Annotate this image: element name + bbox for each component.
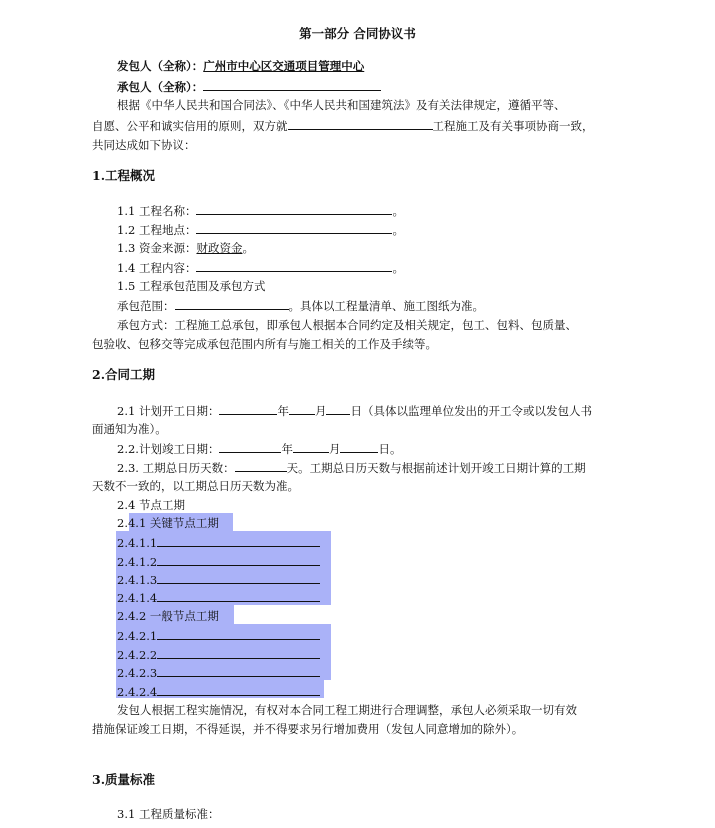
intro-line-2b: 工程施工及有关事项协商一致，	[432, 119, 594, 133]
end-day-label: 日	[378, 442, 390, 456]
start-date-label: 2.1 计划开工日期：	[117, 404, 220, 418]
start-date-line	[117, 402, 592, 419]
contractor-line	[117, 78, 381, 95]
end-day-blank	[340, 440, 378, 453]
milestone-blank	[157, 627, 320, 640]
intro-line-1: 根据《中华人民共和国合同法》、《中华人民共和国建筑法》及有关法律规定，遵循平等、	[117, 98, 566, 112]
duration-line	[117, 459, 586, 476]
milestone-number: 2.4.1.1	[117, 536, 158, 550]
milestone-blank	[157, 534, 320, 547]
milestone-blank	[157, 683, 320, 696]
milestone-item	[117, 646, 320, 663]
end-year-blank	[219, 440, 281, 453]
start-year-label: 年	[277, 404, 289, 418]
milestone-blank	[157, 646, 320, 659]
milestone-item	[117, 627, 320, 644]
start-year-blank	[219, 402, 277, 415]
start-day-blank	[326, 402, 350, 415]
key-heading-prefix: 2.	[117, 516, 128, 530]
scope-line	[117, 297, 484, 314]
milestone-item	[117, 683, 320, 700]
method-line-2: 包验收、包移交等完成承包范围内所有与施工相关的工作及手续等。	[92, 337, 437, 351]
duration-label: 2.3. 工期总日历天数：	[117, 461, 235, 475]
milestone-blank	[157, 664, 320, 677]
milestone-number: 2.4.2.1	[117, 629, 158, 643]
project-name-blank	[288, 117, 433, 130]
funding-value: 财政资金	[196, 241, 243, 255]
milestone-item	[117, 553, 320, 570]
project-name-label: 1.1 工程名称：	[117, 204, 197, 218]
duration-line-2: 天数不一致的，以工期总日历天数为准。	[92, 479, 299, 493]
start-month-blank	[289, 402, 315, 415]
quality-standard-line: 3.1 工程质量标准：	[117, 807, 220, 821]
milestone-blank	[157, 571, 320, 584]
milestone-number: 2.4.2.4	[117, 685, 158, 699]
milestones-heading: 2.4 节点工期	[117, 498, 185, 512]
end-date-period: 。	[389, 442, 402, 456]
milestone-number: 2.4.2.3	[117, 666, 158, 680]
end-date-label: 2.2.计划竣工日期：	[117, 442, 220, 456]
document-title: 第一部分 合同协议书	[299, 26, 416, 41]
milestone-number: 2.4.2.2	[117, 648, 158, 662]
funding-period: 。	[242, 241, 254, 255]
intro-line-2	[92, 117, 594, 134]
project-location-line	[117, 221, 404, 238]
end-date-line	[117, 440, 401, 457]
end-month-label: 月	[328, 442, 341, 456]
employer-line	[117, 58, 364, 74]
project-content-blank	[196, 259, 392, 272]
scope-label: 承包范围：	[117, 299, 175, 313]
employer-name: 广州市中心区交通项目管理中心	[203, 59, 365, 73]
start-date-tail: （具体以监理单位发出的开工令或以发包人书	[361, 404, 592, 418]
intro-line-3: 共同达成如下协议：	[92, 138, 196, 152]
milestone-number: 2.4.1.3	[117, 573, 158, 587]
section-heading-3: 3.质量标准	[92, 772, 156, 787]
scope-blank	[175, 297, 289, 310]
key-heading-rest: 4.1 关键节点工期	[127, 516, 219, 530]
scope-heading: 1.5 工程承包范围及承包方式	[117, 279, 266, 293]
milestone-item	[117, 571, 320, 588]
project-location-label: 1.2 工程地点：	[117, 223, 197, 237]
scope-tail: 。具体以工程量清单、施工图纸为准。	[288, 299, 484, 313]
general-milestones-heading: 2.4.2 一般节点工期	[117, 609, 219, 623]
section-heading-1: 1.工程概况	[92, 168, 156, 183]
employer-label: 发包人（全称）：	[117, 59, 204, 73]
project-content-label: 1.4 工程内容：	[117, 261, 197, 275]
start-day-label: 日	[350, 404, 362, 418]
duration-blank	[235, 459, 287, 472]
end-year-label: 年	[281, 442, 293, 456]
start-month-label: 月	[314, 404, 327, 418]
project-name-line	[117, 202, 404, 219]
milestone-number: 2.4.1.2	[117, 555, 158, 569]
project-name-field-blank	[196, 202, 392, 215]
project-name-period: 。	[392, 204, 404, 218]
milestone-item	[117, 664, 320, 681]
milestone-item	[117, 589, 320, 606]
contractor-name-blank	[203, 78, 381, 91]
project-location-period: 。	[392, 223, 404, 237]
milestone-number: 2.4.1.4	[117, 591, 158, 605]
milestone-item	[117, 534, 320, 551]
milestone-blank	[157, 589, 320, 602]
start-date-line-2: 面通知为准）。	[92, 422, 167, 436]
adjust-line-2: 措施保证竣工日期，不得延误，并不得要求另行增加费用（发包人同意增加的除外）。	[92, 722, 524, 736]
end-month-blank	[293, 440, 329, 453]
adjust-line-1: 发包人根据工程实施情况，有权对本合同工程工期进行合理调整，承包人必须采取一切有效	[117, 703, 577, 717]
intro-line-2a: 自愿、公平和诚实信用的原则，双方就	[92, 119, 288, 133]
project-content-period: 。	[392, 261, 404, 275]
milestone-blank	[157, 553, 320, 566]
section-heading-2: 2.合同工期	[92, 367, 156, 382]
duration-tail: 天。工期总日历天数与根据前述计划开竣工日期计算的工期	[286, 461, 586, 475]
method-line-1: 承包方式：工程施工总承包，即承包人根据本合同约定及相关规定，包工、包料、包质量、	[117, 318, 577, 332]
contractor-label: 承包人（全称）：	[117, 80, 204, 94]
funding-label: 1.3 资金来源：	[117, 241, 197, 255]
key-milestones-heading	[117, 515, 219, 531]
project-content-line	[117, 259, 404, 276]
project-location-blank	[196, 221, 392, 234]
funding-line	[117, 240, 254, 256]
